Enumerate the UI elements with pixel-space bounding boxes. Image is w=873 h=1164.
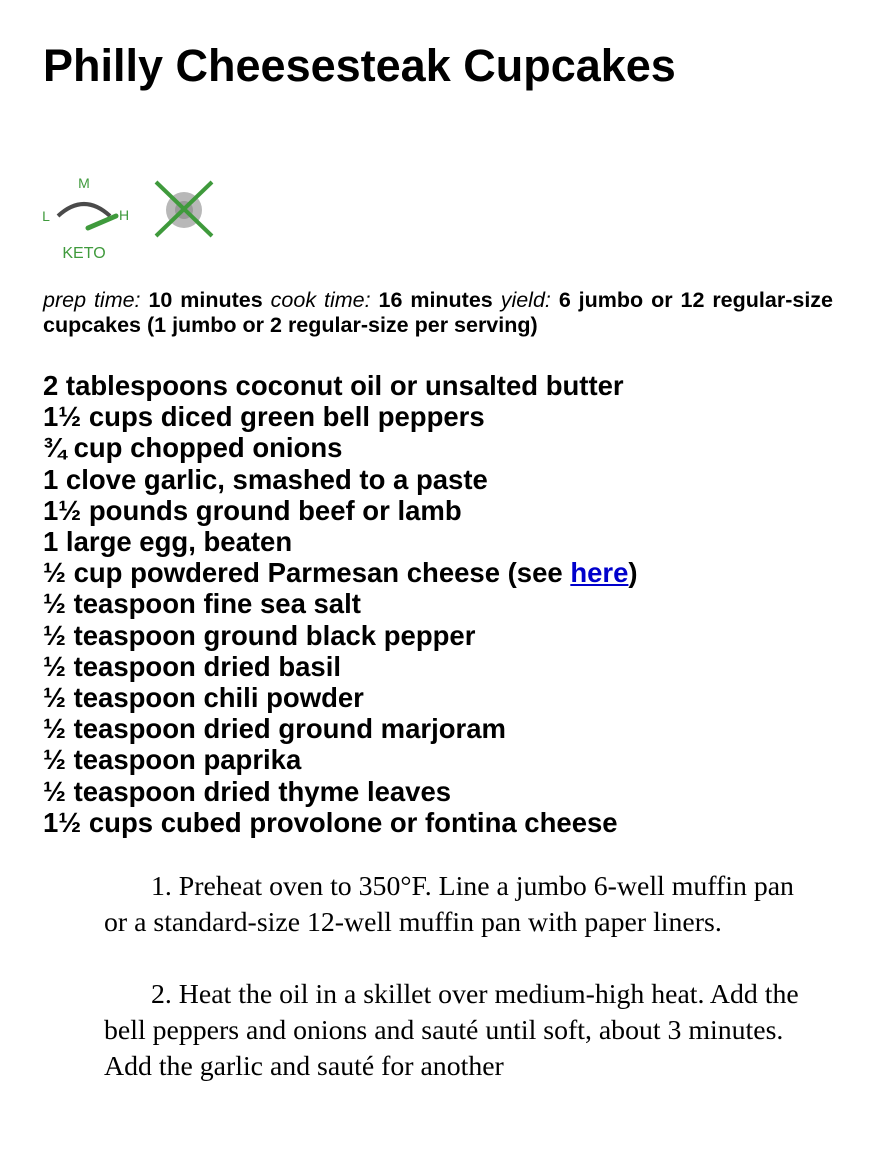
ingredient-item: ½ teaspoon dried basil: [43, 650, 341, 682]
yield-value: 6 jumbo or 12 regular-size cupcakes (1 jumbo or 2 regular-size per serving): [43, 288, 833, 337]
cook-time-value: 16 minutes: [378, 288, 493, 312]
instruction-step: 1. Preheat oven to 350°F. Line a jumbo 6-well muffin pan or a standard-size 12-well muffin pan with paper liners.: [104, 871, 794, 938]
keto-meter-needle: [88, 216, 116, 228]
keto-meter-label: KETO: [62, 245, 106, 262]
recipe-meta: [43, 288, 833, 338]
yield-label: yield:: [500, 288, 551, 312]
ingredient-item: ½ teaspoon chili powder: [43, 682, 364, 714]
ingredient-item: 1½ pounds ground beef or lamb: [43, 494, 462, 526]
ingredient-item: ¾ cup chopped onions: [43, 432, 343, 464]
ingredient-item: 1½ cups cubed provolone or fontina cheese: [43, 806, 618, 838]
prep-time-value: 10 minutes: [148, 288, 263, 312]
ingredient-item: ½ teaspoon paprika: [43, 744, 302, 776]
cook-time-label: cook time:: [270, 288, 371, 312]
ingredient-item: ½ teaspoon dried thyme leaves: [43, 775, 452, 807]
crossed-out-icon: [156, 182, 212, 236]
instruction-step: 2. Heat the oil in a skillet over medium-high heat. Add the bell peppers and onions and sauté until soft, about 3 minutes. Add the garlic and sauté for another: [104, 979, 799, 1082]
ingredient-item: 1 clove garlic, smashed to a paste: [43, 463, 488, 495]
instruction-steps: [104, 869, 816, 1121]
ingredient-item: 2 tablespoons coconut oil or unsalted butter: [43, 370, 624, 401]
ingredient-item: 1½ cups diced green bell peppers: [43, 401, 485, 433]
ingredient-item: ½ teaspoon ground black pepper: [43, 619, 476, 651]
ingredient-item: 1 large egg, beaten: [43, 526, 293, 558]
prep-time-label: prep time:: [43, 288, 141, 312]
keto-meter-high: H: [118, 207, 130, 223]
ingredient-item: ½ teaspoon dried ground marjoram: [43, 713, 506, 745]
keto-meter-low: L: [42, 208, 50, 224]
keto-meter-icon: [42, 175, 129, 262]
recipe-title: Philly Cheesesteak Cupcakes: [43, 40, 676, 91]
parmesan-text-end: ): [628, 557, 638, 589]
ingredient-item-parmesan: [43, 557, 638, 588]
ingredient-list: [43, 370, 638, 838]
ingredient-item: ½ teaspoon fine sea salt: [43, 588, 361, 620]
keto-meter-medium: M: [78, 175, 90, 191]
keto-meter-arc: [58, 204, 110, 216]
parmesan-reference-link[interactable]: here: [570, 557, 629, 589]
diet-badges: [38, 172, 228, 264]
parmesan-text: ½ cup powdered Parmesan cheese (see: [43, 557, 571, 589]
